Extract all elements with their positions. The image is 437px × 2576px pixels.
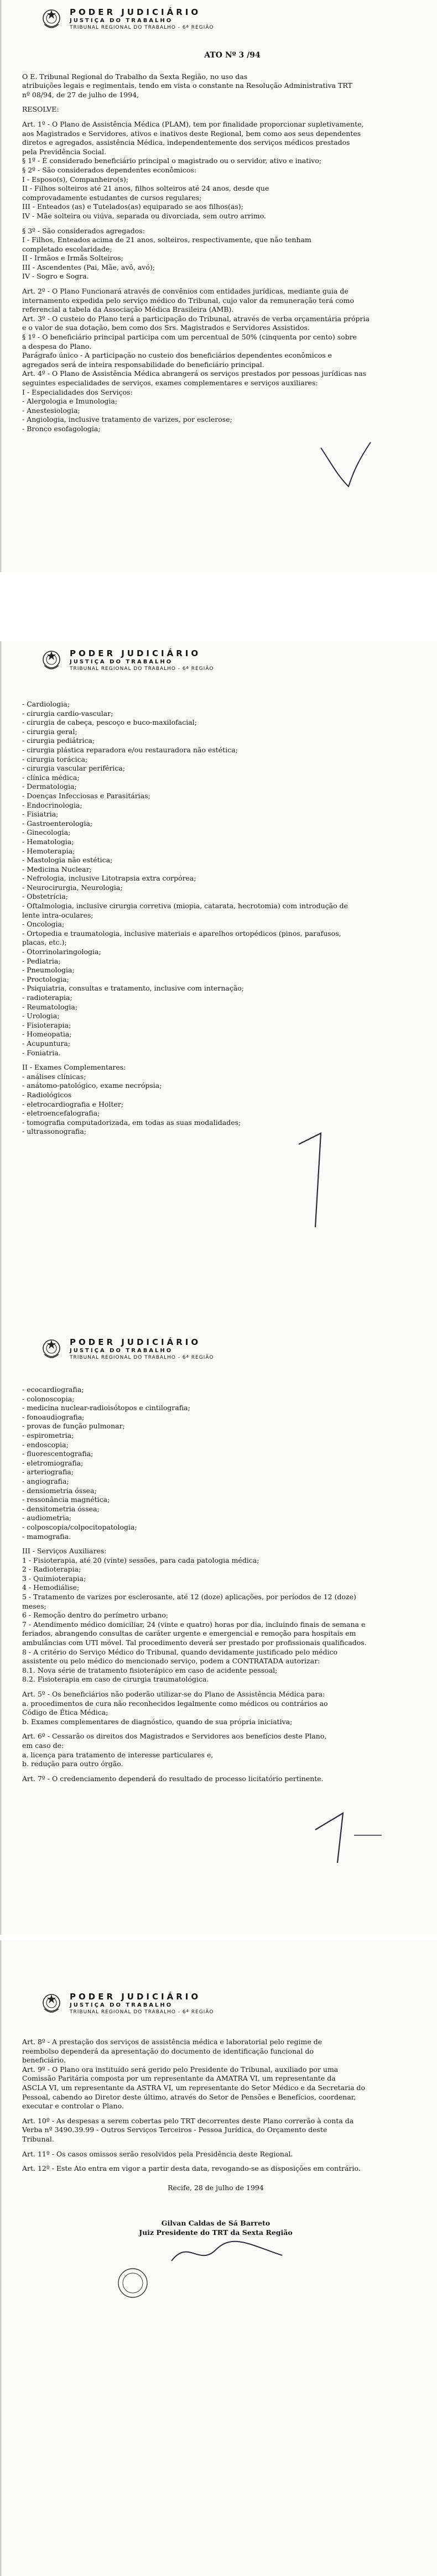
letterhead-line-3: TRIBUNAL REGIONAL DO TRABALHO - 6ª REGIÃO xyxy=(70,2009,214,2015)
text-line: - eletroencefalografia; xyxy=(22,1109,100,1118)
page-3-body xyxy=(22,1385,409,1783)
letterhead-line-3: TRIBUNAL REGIONAL DO TRABALHO - 6ª REGIÃO xyxy=(70,1355,214,1360)
text-line: - cirurgia vascular periférica; xyxy=(22,764,126,773)
text-line xyxy=(22,281,409,287)
text-line: - Fisiatria; xyxy=(22,810,59,819)
text-line: - Ortopedia e traumatologia, inclusive materiais e aparelhos ortopédicos (pinos, parafusos, xyxy=(22,929,341,938)
text-line: - Radiológicos xyxy=(22,1090,72,1099)
text-line: - Doenças Infecciosas e Parasitárias; xyxy=(22,791,150,800)
text-line: IV - Mãe solteira ou viúva, separada ou divorciada, sem outro arrimo. xyxy=(22,211,266,220)
coat-of-arms-icon xyxy=(41,1992,62,2014)
text-line: - densiometria óssea; xyxy=(22,1486,97,1495)
date-line: Recife, 28 de julho de 1994 xyxy=(168,2183,264,2192)
text-line: - tomografia computadorizada, em todas as suas modalidades; xyxy=(22,1118,241,1127)
text-line: a. procedimentos de cura não reconhecidos legalmente como médicos ou contrários ao xyxy=(22,1699,328,1708)
letterhead-line-2: JUSTIÇA DO TRABALHO xyxy=(70,2002,173,2008)
text-line: Parágrafo único - A participação no custeio dos beneficiários dependentes econômicos e xyxy=(22,351,332,360)
text-line: feriados, abrangendo consultas de caráter urgente e emergencial e remoção para hospitais em xyxy=(22,1629,356,1638)
coat-of-arms-icon xyxy=(41,8,62,30)
signer-name: Gilvan Caldas de Sá Barreto xyxy=(161,2219,270,2228)
text-line: - eletrocardiografia e Holter; xyxy=(22,1099,124,1108)
document-page-1 xyxy=(0,0,437,572)
text-line: 6 - Remoção dentro do perímetro urbano; xyxy=(22,1611,169,1620)
text-line: Pessoal, cabendo ao Diretor deste último, através do Setor de Pensões e Benefícios, coordenar, xyxy=(22,2092,356,2101)
text-line: 1 - Fisioterapia, até 20 (vinte) sessões, para cada patologia médica; xyxy=(22,1556,259,1564)
handwritten-mark-icon xyxy=(310,437,376,498)
text-line xyxy=(22,2144,409,2150)
text-line: - Mastologia não estética; xyxy=(22,856,113,865)
text-line: Art. 6º - Cessarão os direitos dos Magistrados e Servidores aos benefícios deste Plano, xyxy=(22,1732,327,1741)
text-line: - cirurgia pediátrica; xyxy=(22,736,95,745)
text-line: - provas de função pulmonar; xyxy=(22,1422,125,1431)
text-line xyxy=(22,114,409,120)
text-line: - Pediatria; xyxy=(22,956,61,965)
page-2-lines xyxy=(22,700,409,1137)
text-line: aos Magistrados e Servidores, ativos e inativos deste Regional, bem como aos seus dependentes xyxy=(22,129,361,138)
letterhead-line-2: JUSTIÇA DO TRABALHO xyxy=(70,1348,173,1354)
text-line: RESOLVE: xyxy=(22,105,59,114)
text-line: - colposcopia/colpocitopatologia; xyxy=(22,1522,137,1531)
handwritten-mark-icon xyxy=(288,1128,337,1233)
text-line: - Angiologia, inclusive tratamento de varizes, por esclerose; xyxy=(22,415,232,424)
coat-of-arms-icon xyxy=(41,649,62,671)
letterhead-line-1: PODER JUDICIÁRIO xyxy=(70,7,201,17)
text-line: § 1º - É considerado beneficiário principal o magistrado ou o servidor, ativo e inativo; xyxy=(22,156,322,165)
text-line: - ultrassonografia; xyxy=(22,1127,87,1136)
text-line: - medicina nuclear-radioisótopos e cintilografia; xyxy=(22,1404,190,1412)
text-line: Código de Ética Médica; xyxy=(22,1708,108,1717)
text-line: - cirurgia cardio-vascular; xyxy=(22,709,113,718)
text-line: I - Esposo(s), Companheiro(s); xyxy=(22,175,129,184)
text-line: II - Filhos solteiros até 21 anos, filhos solteiros até 24 anos, desde que xyxy=(22,184,269,193)
text-line: - ecocardiografia; xyxy=(22,1385,84,1394)
text-line: - Obstetrícia; xyxy=(22,892,68,901)
text-line: - Ginecologia; xyxy=(22,828,71,837)
text-line: - Gastroenterologia; xyxy=(22,819,93,828)
letterhead xyxy=(41,8,214,31)
text-line: - Dermatologia; xyxy=(22,782,77,791)
text-line: 2 - Radioterapia; xyxy=(22,1565,81,1574)
text-line: e o valor de sua dotação, bem como dos Srs. Magistrados e Servidores Assistidos. xyxy=(22,323,310,332)
text-line xyxy=(22,221,409,227)
text-line: I - Especialidades dos Serviços: xyxy=(22,388,133,396)
text-line: - anátomo-patológico, exame necrópsia; xyxy=(22,1081,162,1090)
text-line: a. licença para tratamento de interesse particulares e, xyxy=(22,1750,214,1759)
text-line: - Urologia; xyxy=(22,1012,60,1020)
text-line: internamento expedida pelo serviço médico do Tribunal, cujo valor da remuneração terá como xyxy=(22,296,355,305)
handwritten-mark-icon xyxy=(299,1797,387,1868)
text-line: - Proctologia; xyxy=(22,975,69,983)
text-line: - angiografia; xyxy=(22,1477,69,1485)
text-line: - fonoaudiografia; xyxy=(22,1412,85,1421)
text-line: - endoscopia; xyxy=(22,1440,69,1449)
text-line: ambulâncias com UTI móvel. Tal procedimento deverá ser prestado por profissionais qualificados. xyxy=(22,1638,367,1647)
text-line: Art. 7º - O credenciamento dependerá do resultado de processo licitatório pertinente. xyxy=(22,1774,324,1783)
text-line: b. redução para outro órgão. xyxy=(22,1760,123,1768)
text-line: - eletromiografia; xyxy=(22,1458,84,1467)
text-line: - Reumatologia; xyxy=(22,1002,78,1011)
text-line: ASCLA VI, um representante da ASTRA VI, um representante do Setor Médico e da Secretaria do xyxy=(22,2083,366,2092)
text-line: III - Serviços Auxiliares: xyxy=(22,1547,107,1556)
page-4-body xyxy=(22,2038,409,2238)
act-title: ATO Nº 3 /94 xyxy=(204,51,261,60)
text-line: - arteriografia; xyxy=(22,1468,74,1477)
page-4-lines xyxy=(22,2038,409,2174)
text-line: - audiometria; xyxy=(22,1514,72,1522)
text-line: - radioterapia; xyxy=(22,993,72,1002)
text-line: § 1º - O beneficiário principal participa com um percentual de 50% (cinquenta por cento) sobre xyxy=(22,333,357,342)
text-line: - Bronco esofagologia; xyxy=(22,424,101,433)
text-line: 5 - Tratamento de varizes por esclerosante, até 12 (doze) aplicações, por períodos de 12 (doze) xyxy=(22,1593,356,1601)
text-line: - cirurgia geral; xyxy=(22,727,77,736)
text-line: assistente ou pelo médico do mencionado serviço, podem a CONTRATADA autorizar: xyxy=(22,1657,320,1666)
text-line: IV - Sogro e Sogra. xyxy=(22,272,89,281)
text-line: I - Filhos, Enteados acima de 21 anos, solteiros, respectivamente, que não tenham xyxy=(22,235,311,244)
text-line: - Pneumologia; xyxy=(22,966,75,975)
letterhead xyxy=(41,649,214,672)
text-line: - densitometria óssea; xyxy=(22,1504,100,1513)
text-line: pela Previdência Social. xyxy=(22,147,107,156)
text-line: placas, etc.); xyxy=(22,938,67,947)
text-line: - Fisioterapia; xyxy=(22,1020,71,1029)
text-line: - ressonância magnética; xyxy=(22,1495,110,1504)
text-line: b. Exames complementares de diagnóstico, quando de sua própria iniciativa; xyxy=(22,1717,293,1726)
text-line: referencial a tabela da Associação Médica Brasileira (AMB). xyxy=(22,305,234,314)
text-line xyxy=(22,100,409,105)
text-line: Verba nº 3490.39.99 - Outros Serviços Terceiros - Pessoa Jurídica, do Orçamento deste xyxy=(22,2125,327,2134)
text-line: Art. 5º - Os beneficiários não poderão utilizar-se do Plano de Assistência Médica para: xyxy=(22,1690,325,1698)
text-line: - clínica médica; xyxy=(22,773,80,782)
text-line: - Endocrinologia; xyxy=(22,800,82,809)
text-line: 8 - A critério do Serviço Médico do Tribunal, quando devidamente justificado pelo médico xyxy=(22,1647,337,1656)
letterhead-line-2: JUSTIÇA DO TRABALHO xyxy=(70,18,173,24)
text-line: seguintes especialidades de serviços, exames complementares e serviços auxiliares: xyxy=(22,379,318,387)
text-line: agregados será de inteira responsabilidade do beneficiário principal. xyxy=(22,360,264,369)
text-line: II - Irmãos e Irmãs Solteiros; xyxy=(22,254,123,263)
text-line: Art. 11º - Os casos omissos serão resolvidos pela Presidência deste Regional. xyxy=(22,2149,293,2158)
text-line: nº 08/94, de 27 de julho de 1994, xyxy=(22,90,139,99)
text-line: - colonoscopia; xyxy=(22,1394,75,1403)
text-line: - Medicina Nuclear; xyxy=(22,865,92,873)
coat-of-arms-icon xyxy=(41,1338,62,1360)
text-line: - Alergologia e Imunologia; xyxy=(22,397,118,406)
text-line xyxy=(22,1057,409,1063)
document-page-2 xyxy=(0,641,437,1324)
text-line: II - Exames Complementares: xyxy=(22,1063,126,1072)
text-line xyxy=(22,2159,409,2164)
text-line: III - Enteados (as) e Tutelados(as) equiparado se aos filhos(as); xyxy=(22,202,243,211)
text-line: diretos e agregados, assistência Médica, independentemente dos serviços médicos prestados xyxy=(22,138,350,147)
text-line: O E. Tribunal Regional do Trabalho da Sexta Região, no uso das xyxy=(22,72,248,81)
text-line: III - Ascendentes (Pai, Mãe, avô, avó); xyxy=(22,263,155,271)
text-line: comprovadamente estudantes de cursos regulares; xyxy=(22,193,202,202)
text-line: - cirurgia plástica reparadora e/ou restauradora não estética; xyxy=(22,745,238,754)
text-line: completado escolaridade; xyxy=(22,244,112,253)
letterhead xyxy=(41,1992,214,2015)
text-line: Comissão Paritária composta por um representante da AMATRA VI, um representante da xyxy=(22,2074,336,2083)
page-2-body xyxy=(22,700,409,1137)
text-line: - espirometria; xyxy=(22,1431,74,1439)
letterhead-line-1: PODER JUDICIÁRIO xyxy=(70,648,201,658)
text-line: - Anestesiologia; xyxy=(22,406,80,415)
text-line xyxy=(22,1726,409,1732)
text-line: 8.1. Nova série de tratamento fisioterápico em caso de acidente pessoal; xyxy=(22,1666,278,1674)
text-line: atribuições legais e regimentais, tendo em vista o constante na Resolução Administrativa TRT xyxy=(22,81,352,90)
text-line: - Nefrologia, inclusive Litotrapsia extra corpórea; xyxy=(22,874,196,883)
text-line: § 3º - São considerados agregados: xyxy=(22,226,145,235)
signer-role: Juiz Presidente do TRT da Sexta Região xyxy=(139,2228,293,2237)
text-line: - mamografia. xyxy=(22,1532,71,1541)
text-line: - análises clínicas; xyxy=(22,1072,86,1081)
text-line: - Psiquiatria, consultas e tratamento, inclusive com internação; xyxy=(22,984,244,993)
letterhead xyxy=(41,1338,214,1361)
text-line: - Acupuntura; xyxy=(22,1039,71,1048)
text-line: beneficiário. xyxy=(22,2056,66,2065)
text-line: Art. 12º - Este Ato entra em vigor a partir desta data, revogando-se as disposições em contrário. xyxy=(22,2164,361,2173)
text-line: em caso de: xyxy=(22,1741,64,1750)
text-line: Art. 3º - O custeio do Plano terá a participação do Tribunal, através de verba orçamentária própria xyxy=(22,314,370,323)
signature-icon xyxy=(166,2233,288,2272)
text-line: Art. 4º - O Plano de Assistência Médica abrangerá os serviços prestados por pessoas jurídicas nas xyxy=(22,369,367,378)
text-line: lente intra-oculares; xyxy=(22,910,93,919)
text-line: - Foniatria. xyxy=(22,1048,61,1057)
text-line: Art. 2º - O Plano Funcionará através de convênios com entidades jurídicas, mediante guia de xyxy=(22,287,348,296)
text-line: - Hemoterapia; xyxy=(22,846,75,855)
letterhead-line-3: TRIBUNAL REGIONAL DO TRABALHO - 6ª REGIÃO xyxy=(70,666,214,672)
text-line: - Oftalmologia, inclusive cirurgia corretiva (miopia, catarata, hecrotomia) com introdução de xyxy=(22,902,348,910)
text-line: 3 - Quimioterapia; xyxy=(22,1574,86,1583)
text-line: Art. 10º - As despesas a serem cobertas pelo TRT decorrentes deste Plano correrão à conta da xyxy=(22,2116,354,2125)
text-line: - fluorescentografia; xyxy=(22,1449,93,1458)
letterhead-line-1: PODER JUDICIÁRIO xyxy=(70,1992,201,2002)
letterhead-line-1: PODER JUDICIÁRIO xyxy=(70,1337,201,1347)
text-line: - cirurgia torácica; xyxy=(22,755,88,763)
document-page-3 xyxy=(0,1316,437,1935)
text-line: 4 - Hemodiálise; xyxy=(22,1583,80,1592)
text-line: Art. 8º - A prestação dos serviços de assistência médica e laboratorial pelo regime de xyxy=(22,2038,322,2046)
text-line: meses; xyxy=(22,1601,46,1610)
text-line: 8.2. Fisioterapia em caso de cirurgia traumatológica. xyxy=(22,1675,209,1684)
text-line xyxy=(22,2111,409,2117)
text-line: - Hematologia; xyxy=(22,837,74,846)
text-line: 7 - Atendimento médico domiciliar, 24 (vinte e quatro) horas por dia, incluindo finais de semana e xyxy=(22,1620,366,1629)
text-line: Art. 1º - O Plano de Assistência Médica (PLAM), tem por finalidade proporcionar supletivamente, xyxy=(22,119,364,128)
text-line xyxy=(22,1684,409,1690)
text-line: - Cardiologia; xyxy=(22,700,70,708)
text-line: § 2º - São considerados dependentes econômicos: xyxy=(22,165,197,174)
page-1-body xyxy=(22,51,409,434)
letterhead-line-3: TRIBUNAL REGIONAL DO TRABALHO - 6ª REGIÃO xyxy=(70,25,214,30)
letterhead-line-2: JUSTIÇA DO TRABALHO xyxy=(70,659,173,665)
document-page-4 xyxy=(0,1940,437,2576)
text-line xyxy=(22,1541,409,1547)
text-line: Art. 9º - O Plano ora instituído será gerido pelo Presidente do Tribunal, auxiliado por uma xyxy=(22,2065,339,2074)
text-line: - cirurgia de cabeça, pescoço e buco-maxilofacial; xyxy=(22,718,197,727)
text-line: Tribunal. xyxy=(22,2134,54,2143)
text-line: reembolso dependerá da apresentação do documento de identificação funcional do xyxy=(22,2046,314,2055)
text-line: executar e controlar o Plano. xyxy=(22,2102,124,2111)
text-line xyxy=(22,1769,409,1774)
seal-stamp-icon xyxy=(116,2266,149,2300)
text-line: - Homeopatia; xyxy=(22,1030,72,1039)
page-3-lines xyxy=(22,1385,409,1783)
page-1-lines xyxy=(22,72,409,434)
text-line: - Otorrinolaringologia; xyxy=(22,947,101,956)
text-line: a despesa do Plano. xyxy=(22,342,92,350)
text-line: - Neurocirurgia, Neurologia; xyxy=(22,883,123,892)
text-line: - Oncologia; xyxy=(22,920,65,929)
